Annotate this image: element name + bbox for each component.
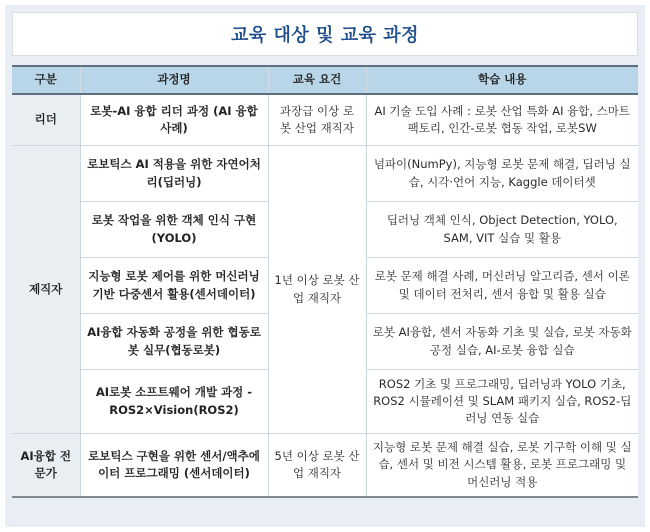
table-row [12,94,638,146]
header-requirement: 교육 요건 [268,66,366,94]
requirement-cell: 1년 이상 로봇 산업 재직자 [268,146,366,434]
course-name-cell: AI로봇 소프트웨어 개발 과정 -ROS2×Vision(ROS2) [80,370,268,434]
content-cell: 넘파이(NumPy), 지능형 로봇 문제 해결, 딥러닝 실습, 시각·언어 지능, Kaggle 데이터셋 [366,146,638,202]
table-row [12,146,638,202]
header-course: 과정명 [80,66,268,94]
category-cell-staff: 제직자 [12,146,80,434]
table-row [12,434,638,498]
table-header-row [12,66,638,94]
title-box [12,12,638,56]
content-cell: AI 기술 도입 사례 : 로봇 산업 특화 AI 융합, 스마트팩토리, 인간-로봇 협동 작업, 로봇SW [366,94,638,146]
header-content: 학습 내용 [366,66,638,94]
course-name-cell: 로보틱스 AI 적용을 위한 자연어처리(딥러닝) [80,146,268,202]
content-cell: 로봇 AI융합, 센서 자동화 기초 및 실습, 로봇 자동화 공정 실습, AI-로봇 융합 실습 [366,314,638,370]
course-name-cell: 지능형 로봇 제어를 위한 머신러닝 기반 다중센서 활용(센서데이터) [80,258,268,314]
content-cell: ROS2 기초 및 프로그래밍, 딥러닝과 YOLO 기초, ROS2 시뮬레이션 및 SLAM 패키지 실습, ROS2-딥러닝 연동 실습 [366,370,638,434]
curriculum-table [12,65,638,498]
course-name-cell: 로봇 작업을 위한 객체 인식 구현(YOLO) [80,202,268,258]
requirement-cell: 5년 이상 로봇 산업 재직자 [268,434,366,498]
course-name-cell: AI융합 자동화 공정을 위한 협동로봇 실무(협동로봇) [80,314,268,370]
category-cell-expert: AI융합 전문가 [12,434,80,498]
content-cell: 로봇 문제 해결 사례, 머신러닝 알고리즘, 센서 이론 및 데이터 전처리, 센서 융합 및 활용 실습 [366,258,638,314]
page-title: 교육 대상 및 교육 과정 [230,25,420,46]
course-name-cell: 로보틱스 구현을 위한 센서/액추에이터 프로그래밍 (센서데이터) [80,434,268,498]
content-cell: 지능형 로봇 문제 해결 실습, 로봇 기구학 이해 및 실습, 센서 및 비전 시스템 활용, 로봇 프로그래밍 및 머신러닝 적용 [366,434,638,498]
course-name-cell: 로봇-AI 융합 리더 과정 (AI 융합 사례) [80,94,268,146]
header-category: 구분 [12,66,80,94]
requirement-cell: 과장급 이상 로봇 산업 재직자 [268,94,366,146]
category-cell-leader: 리더 [12,94,80,146]
document-page [5,5,645,527]
content-cell: 딥러닝 객체 인식, Object Detection, YOLO, SAM, VIT 실습 및 활용 [366,202,638,258]
